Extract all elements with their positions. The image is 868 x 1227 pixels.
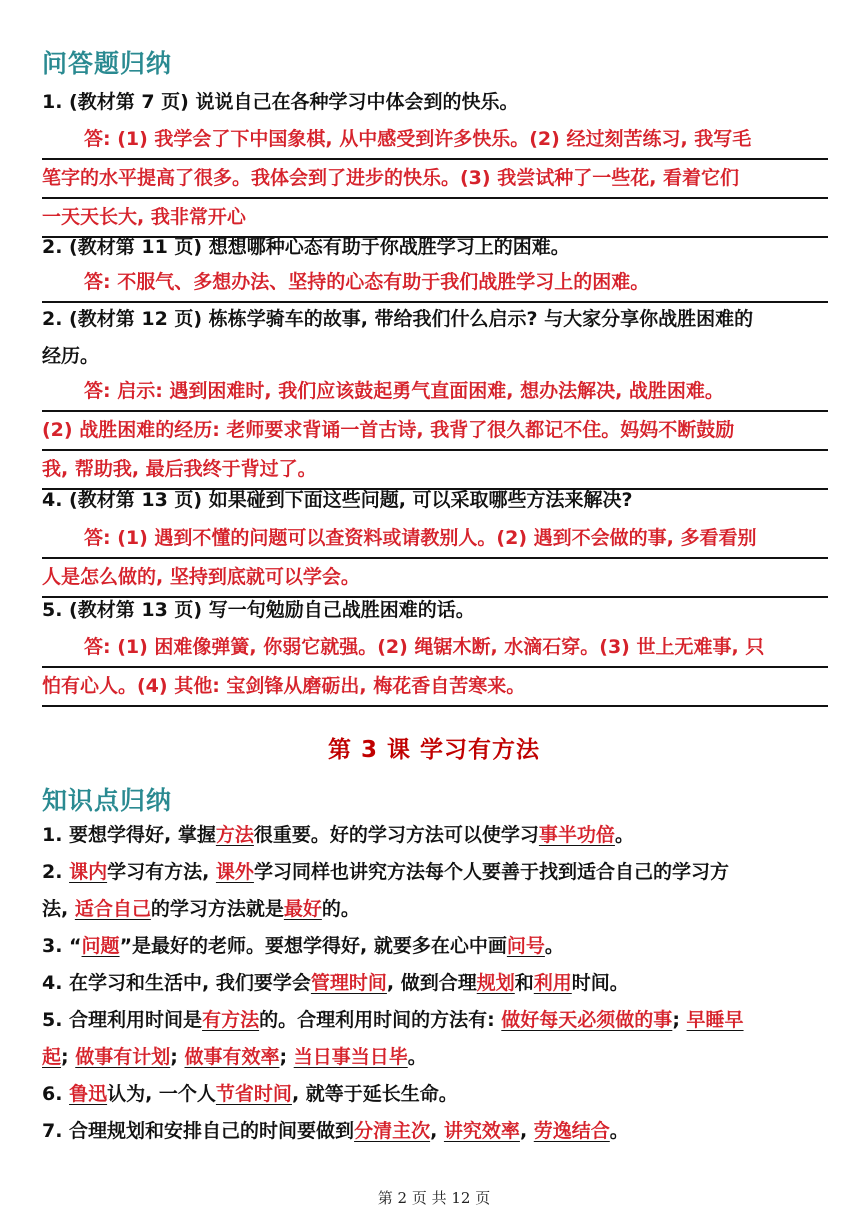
fill-in-answer: 问题 xyxy=(81,935,120,957)
knowledge-item xyxy=(42,817,832,854)
answer-line: 我, 帮助我, 最后我终于背过了。 xyxy=(42,451,828,490)
question-5 xyxy=(42,592,832,629)
answer-line: 答: (1) 困难像弹簧, 你弱它就强。(2) 绳锯木断, 水滴石穿。(3) 世上无难事, 只 xyxy=(42,629,828,668)
knowledge-line xyxy=(42,928,832,965)
knowledge-text: ”是最好的老师。要想学得好, 就要多在心中画 xyxy=(119,935,507,957)
question-3 xyxy=(42,301,832,375)
knowledge-text: 。 xyxy=(614,824,634,846)
fill-in-answer: 劳逸结合 xyxy=(533,1120,610,1142)
fill-in-answer: 节省时间 xyxy=(215,1083,292,1105)
knowledge-line xyxy=(42,1002,832,1039)
fill-in-answer: 鲁迅 xyxy=(69,1083,108,1105)
answer-line: 怕有心人。(4) 其他: 宝剑锋从磨砺出, 梅花香自苦寒来。 xyxy=(42,668,828,707)
knowledge-items xyxy=(42,817,832,1150)
knowledge-line xyxy=(42,1076,832,1113)
fill-in-answer: 起 xyxy=(42,1046,62,1068)
answer-3 xyxy=(42,373,828,490)
knowledge-line xyxy=(42,1113,832,1150)
knowledge-text: , xyxy=(519,1120,534,1142)
knowledge-text: , 做到合理 xyxy=(386,972,477,994)
knowledge-text: 7. 合理规划和安排自己的时间要做到 xyxy=(42,1120,355,1142)
knowledge-section-title: 知识点归纳 xyxy=(42,786,173,815)
knowledge-item xyxy=(42,854,832,928)
fill-in-answer: 最好 xyxy=(283,898,322,920)
fill-in-answer: 做事有计划 xyxy=(75,1046,171,1068)
knowledge-text: 。 xyxy=(544,935,564,957)
knowledge-text: 2. xyxy=(42,861,70,883)
knowledge-text: , 就等于延长生命。 xyxy=(291,1083,458,1105)
lesson-title: 第 3 课 学习有方法 xyxy=(327,737,541,763)
question-text: 4. (教材第 13 页) 如果碰到下面这些问题, 可以采取哪些方法来解决? xyxy=(42,489,633,511)
knowledge-text: 的。 xyxy=(321,898,360,920)
knowledge-text: 学习有方法, xyxy=(107,861,216,883)
knowledge-text: 3. “ xyxy=(42,935,82,957)
fill-in-answer: 早睡早 xyxy=(686,1009,744,1031)
knowledge-text: , xyxy=(430,1120,444,1142)
fill-in-answer: 规划 xyxy=(476,972,515,994)
knowledge-text: 6. xyxy=(42,1083,70,1105)
knowledge-line xyxy=(42,965,832,1002)
knowledge-item xyxy=(42,965,832,1002)
knowledge-line xyxy=(42,891,832,928)
knowledge-text: 时间。 xyxy=(571,972,629,994)
fill-in-answer: 方法 xyxy=(215,824,254,846)
knowledge-text: 的学习方法就是 xyxy=(150,898,284,920)
fill-in-answer: 课外 xyxy=(215,861,254,883)
fill-in-answer: 分清主次 xyxy=(354,1120,431,1142)
question-text: 1. (教材第 7 页) 说说自己在各种学习中体会到的快乐。 xyxy=(42,91,519,113)
answer-line: (2) 战胜困难的经历: 老师要求背诵一首古诗, 我背了很久都记不住。妈妈不断鼓励 xyxy=(42,412,828,451)
question-1 xyxy=(42,84,832,121)
answer-2 xyxy=(42,264,828,303)
knowledge-text: ; xyxy=(61,1046,76,1068)
answer-line: 答: 启示: 遇到困难时, 我们应该鼓起勇气直面困难, 想办法解决, 战胜困难。 xyxy=(42,373,828,412)
knowledge-list xyxy=(42,817,832,1150)
fill-in-answer: 利用 xyxy=(533,972,572,994)
question-text: 5. (教材第 13 页) 写一句勉励自己战胜困难的话。 xyxy=(42,599,475,621)
fill-in-answer: 适合自己 xyxy=(74,898,151,920)
knowledge-text: 5. 合理利用时间是 xyxy=(42,1009,203,1031)
question-text: 经历。 xyxy=(42,345,100,367)
knowledge-text: ; xyxy=(672,1009,687,1031)
knowledge-text: 学习同样也讲究方法每个人要善于找到适合自己的学习方 xyxy=(253,861,729,883)
knowledge-text: 。 xyxy=(609,1120,629,1142)
knowledge-line xyxy=(42,1039,832,1076)
fill-in-answer: 做事有效率 xyxy=(184,1046,280,1068)
knowledge-item xyxy=(42,1076,832,1113)
question-2 xyxy=(42,229,832,266)
knowledge-text: 法, xyxy=(42,898,75,920)
fill-in-answer: 当日事当日毕 xyxy=(293,1046,408,1068)
knowledge-item xyxy=(42,1113,832,1150)
fill-in-answer: 有方法 xyxy=(202,1009,260,1031)
fill-in-answer: 讲究效率 xyxy=(443,1120,520,1142)
knowledge-text: 4. 在学习和生活中, 我们要学会 xyxy=(42,972,311,994)
answer-1 xyxy=(42,121,828,238)
knowledge-text: 很重要。好的学习方法可以使学习 xyxy=(253,824,539,846)
answer-line: 人是怎么做的, 坚持到底就可以学会。 xyxy=(42,559,828,598)
answer-line: 答: 不服气、多想办法、坚持的心态有助于我们战胜学习上的困难。 xyxy=(42,264,828,303)
answer-line: 笔字的水平提高了很多。我体会到了进步的快乐。(3) 我尝试种了一些花, 看着它们 xyxy=(42,160,828,199)
qa-section-title: 问答题归纳 xyxy=(42,49,173,78)
knowledge-text: 1. 要想学得好, 掌握 xyxy=(42,824,216,846)
knowledge-line xyxy=(42,854,832,891)
knowledge-item xyxy=(42,1002,832,1076)
fill-in-answer: 事半功倍 xyxy=(538,824,615,846)
fill-in-answer: 问号 xyxy=(506,935,545,957)
knowledge-line xyxy=(42,817,832,854)
fill-in-answer: 管理时间 xyxy=(310,972,387,994)
knowledge-text: 。 xyxy=(407,1046,427,1068)
page-footer: 第 2 页 共 12 页 xyxy=(377,1189,491,1207)
fill-in-answer: 做好每天必须做的事 xyxy=(501,1009,673,1031)
knowledge-text: ; xyxy=(170,1046,185,1068)
question-4 xyxy=(42,482,832,519)
fill-in-answer: 课内 xyxy=(69,861,108,883)
question-text: 2. (教材第 11 页) 想想哪种心态有助于你战胜学习上的困难。 xyxy=(42,236,570,258)
knowledge-item xyxy=(42,928,832,965)
knowledge-text: 和 xyxy=(514,972,534,994)
knowledge-text: 的。合理利用时间的方法有: xyxy=(259,1009,502,1031)
question-text: 2. (教材第 12 页) 栋栋学骑车的故事, 带给我们什么启示? 与大家分享你战胜困难的 xyxy=(42,308,754,330)
answer-line: 答: (1) 遇到不懂的问题可以查资料或请教别人。(2) 遇到不会做的事, 多看看别 xyxy=(42,520,828,559)
answer-line: 答: (1) 我学会了下中国象棋, 从中感受到许多快乐。(2) 经过刻苦练习, 我写毛 xyxy=(42,121,828,160)
answer-4 xyxy=(42,520,828,598)
answer-5 xyxy=(42,629,828,707)
knowledge-text: 认为, 一个人 xyxy=(107,1083,216,1105)
knowledge-text: ; xyxy=(279,1046,294,1068)
answer-line: 一天天长大, 我非常开心 xyxy=(42,199,828,238)
